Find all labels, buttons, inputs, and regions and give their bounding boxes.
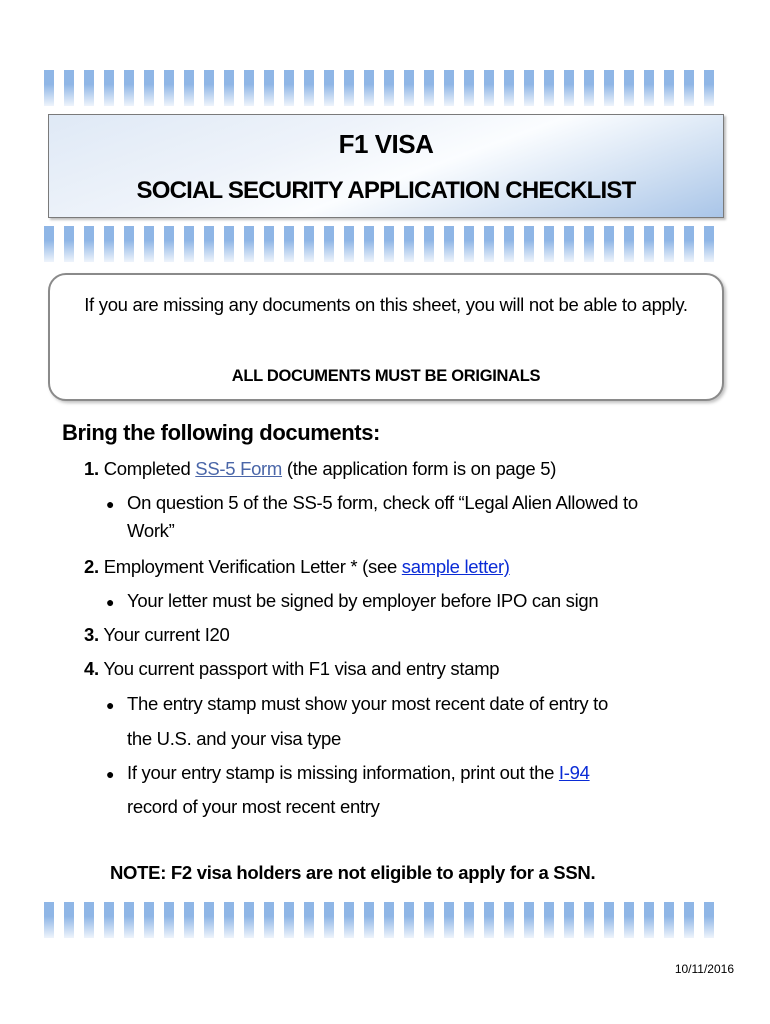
list-item-4 xyxy=(84,658,499,680)
bullet-text: record of your most recent entry xyxy=(127,796,380,817)
bullet-icon: ● xyxy=(106,594,115,610)
notice-emphasis: ALL DOCUMENTS MUST BE ORIGINALS xyxy=(231,367,541,385)
item-text: Employment Verification Letter * (see xyxy=(103,556,402,577)
bullet-icon: ● xyxy=(106,766,115,782)
item-number: 2. xyxy=(84,556,99,577)
decorative-stripe-bottom xyxy=(44,902,724,938)
bullet-text: the U.S. and your visa type xyxy=(127,728,342,749)
bullet-text: The entry stamp must show your most recent date of entry to xyxy=(127,693,608,714)
title-banner xyxy=(48,114,724,218)
i94-link[interactable]: I-94 xyxy=(558,762,590,783)
item-text: Your current I20 xyxy=(103,624,230,645)
bullet-text: On question 5 of the SS-5 form, check off “Legal Alien Allowed to xyxy=(127,492,638,513)
bullet-text: Your letter must be signed by employer before IPO can sign xyxy=(127,590,599,611)
list-item-2 xyxy=(84,556,510,578)
page-title: F1 VISA xyxy=(338,129,434,159)
bullet-text: Work” xyxy=(127,520,175,541)
notice-box xyxy=(48,273,724,401)
item-number: 4. xyxy=(84,658,99,679)
item-text: Completed xyxy=(103,458,196,479)
sample-letter-link[interactable]: sample letter) xyxy=(401,556,510,577)
page-subtitle: SOCIAL SECURITY APPLICATION CHECKLIST xyxy=(136,177,636,204)
item-number: 3. xyxy=(84,624,99,645)
section-heading: Bring the following documents: xyxy=(62,420,380,445)
notice-text: If you are missing any documents on this sheet, you will not be able to apply. xyxy=(84,294,688,315)
bullet-text-part: If your entry stamp is missing information, print out the xyxy=(127,762,559,783)
bullet-icon: ● xyxy=(106,697,115,713)
bullet-text xyxy=(127,762,590,784)
decorative-stripe-top xyxy=(44,70,724,106)
item-number: 1. xyxy=(84,458,99,479)
list-item-3 xyxy=(84,624,230,646)
document-date: 10/11/2016 xyxy=(674,962,734,976)
bullet-icon: ● xyxy=(106,496,115,512)
note-text: NOTE: F2 visa holders are not eligible to apply for a SSN. xyxy=(110,862,596,883)
item-text: You current passport with F1 visa and entry stamp xyxy=(103,658,500,679)
list-item-1 xyxy=(84,458,556,480)
decorative-stripe-middle xyxy=(44,226,724,262)
item-text: (the application form is on page 5) xyxy=(282,458,557,479)
ss5-form-link[interactable]: SS-5 Form xyxy=(195,458,283,479)
